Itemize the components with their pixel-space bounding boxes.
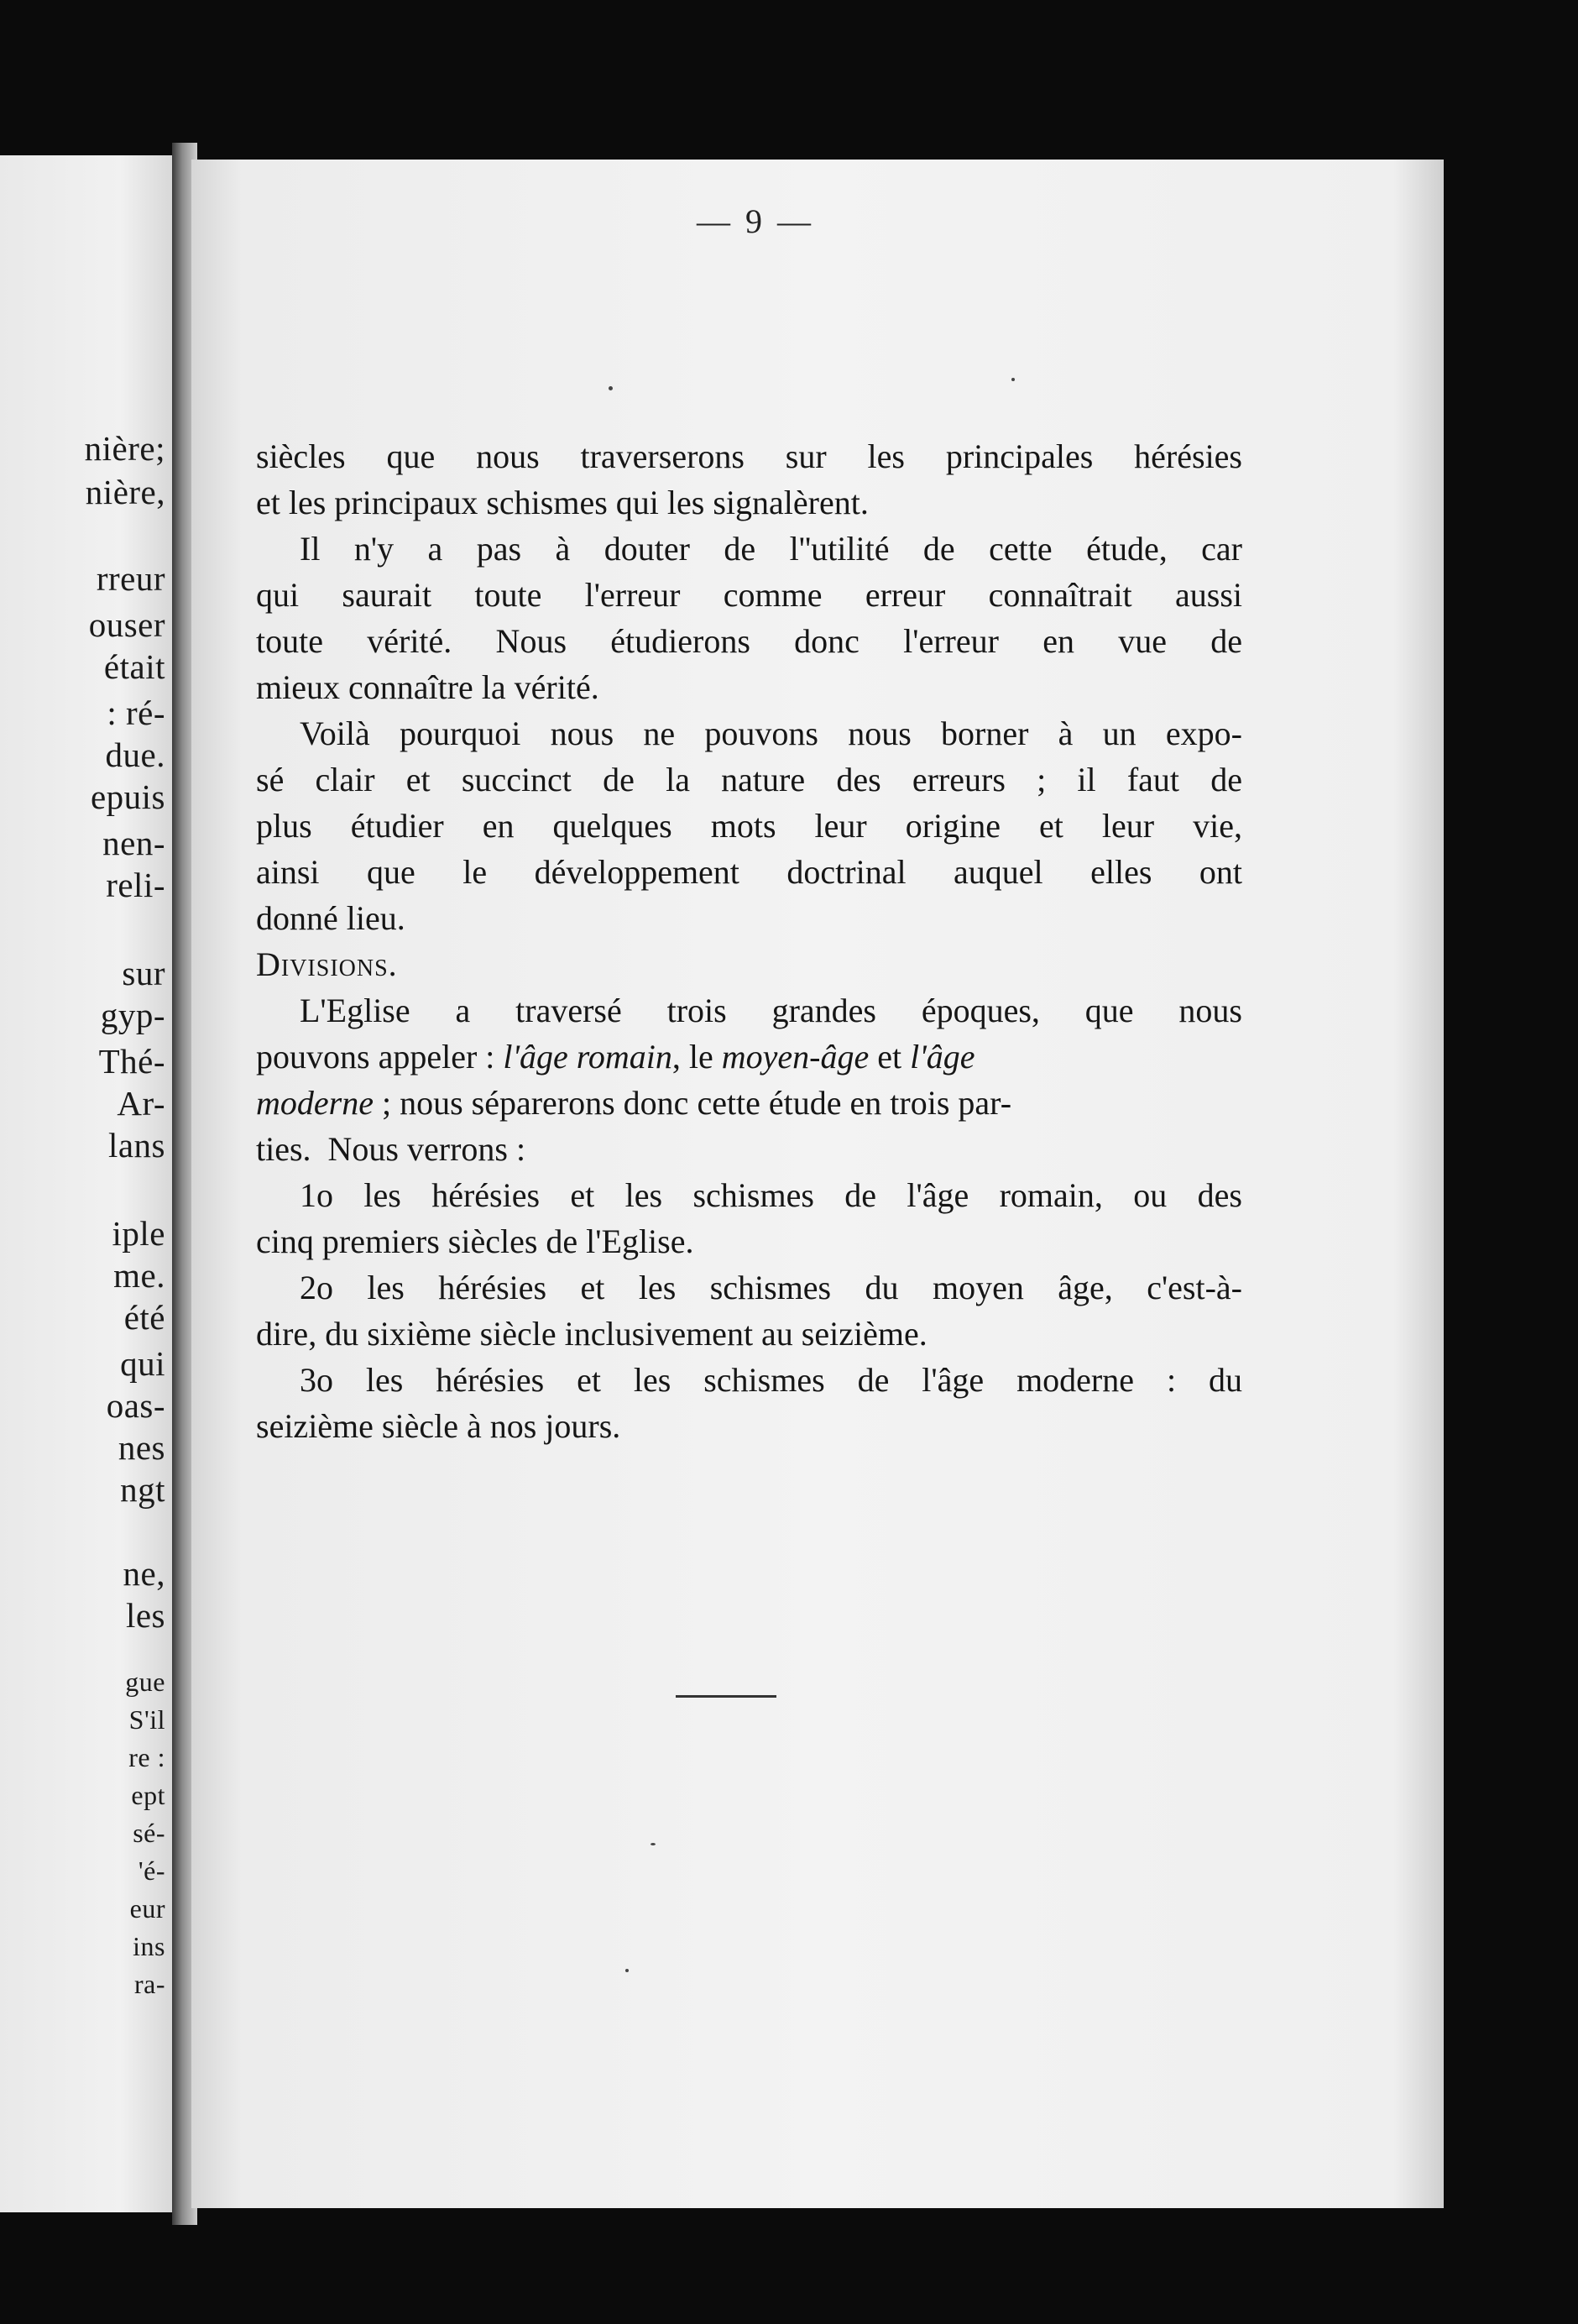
- left-page-fragment: me.: [113, 1256, 165, 1295]
- text-line-10: ainsi que le développement doctrinal auquel elles ont: [256, 853, 1242, 891]
- body-text: [256, 433, 1242, 1449]
- list-item-1-cont: cinq premiers siècles de l'Eglise.: [256, 1222, 694, 1260]
- left-page-fragment: ept: [131, 1780, 165, 1810]
- text-line-11: donné lieu.: [256, 899, 405, 937]
- list-item-3: 3o les hérésies et les schismes de l'âge moderne : du: [300, 1361, 1242, 1399]
- left-page-fragment: : ré-: [107, 694, 165, 732]
- left-page-fragment: nière;: [84, 429, 165, 468]
- text-line-14: pouvons appeler : l'âge romain , le moyen-âge et l'âge: [256, 1038, 975, 1076]
- left-page-fragment: rreur: [96, 559, 165, 598]
- left-page-fragment: 'é-: [138, 1856, 165, 1886]
- left-page-fragment: ngt: [120, 1470, 165, 1509]
- left-page-fragment: les: [125, 1596, 165, 1635]
- dust-speck: [1011, 378, 1015, 381]
- text-line-5: toute vérité. Nous étudierons donc l'erreur en vue de: [256, 622, 1242, 660]
- page-number: — 9 —: [697, 202, 814, 240]
- left-page-fragment: ra-: [133, 1969, 165, 1999]
- left-page-fragment: nen-: [102, 824, 165, 862]
- text-line-7: Voilà pourquoi nous ne pouvons nous borner à un expo-: [300, 714, 1242, 752]
- left-page-fragment: était: [103, 647, 165, 686]
- section-heading-divisions: Divisions.: [256, 945, 398, 983]
- dust-speck: [625, 1969, 629, 1972]
- end-rule: [676, 1695, 776, 1698]
- left-page-fragment: Thé-: [98, 1042, 165, 1081]
- text-line-16: ties. Nous verrons :: [256, 1130, 526, 1168]
- left-page-fragment: nière,: [85, 473, 165, 511]
- left-page-fragment: été: [123, 1298, 165, 1337]
- text-line-13: L'Eglise a traversé trois grandes époques, que nous: [300, 992, 1242, 1029]
- left-page-fragment: reli-: [106, 866, 165, 904]
- list-item-2: 2o les hérésies et les schismes du moyen âge, c'est-à-: [300, 1269, 1242, 1306]
- left-page-fragment: S'il: [128, 1704, 165, 1735]
- left-page-fragment: gue: [125, 1667, 165, 1697]
- left-page-fragment: ne,: [123, 1554, 165, 1593]
- left-facing-page: [0, 155, 172, 2212]
- list-item-2-cont: dire, du sixième siècle inclusivement au seizième.: [256, 1315, 927, 1353]
- left-page-fragment: lans: [107, 1126, 165, 1165]
- text-line-4: qui saurait toute l'erreur comme erreur connaîtrait aussi: [256, 576, 1242, 614]
- dust-speck: [609, 386, 613, 390]
- dust-speck: [651, 1843, 656, 1845]
- text-line-2: et les principaux schismes qui les signalèrent.: [256, 484, 869, 521]
- left-page-fragment: iple: [112, 1214, 165, 1253]
- left-page-fragment: epuis: [90, 777, 165, 816]
- left-page-fragment: Ar-: [117, 1084, 165, 1123]
- left-page-fragment: nes: [118, 1428, 165, 1467]
- text-line-9: plus étudier en quelques mots leur origine et leur vie,: [256, 807, 1242, 845]
- text-line-6: mieux connaître la vérité.: [256, 668, 599, 706]
- left-page-fragment: re :: [128, 1742, 165, 1772]
- list-item-3-cont: seizième siècle à nos jours.: [256, 1407, 621, 1445]
- left-page-fragment: ins: [133, 1931, 165, 1961]
- left-page-fragment: ouser: [88, 605, 165, 644]
- left-page-fragment: eur: [129, 1893, 165, 1924]
- left-page-fragment: sé-: [133, 1818, 165, 1848]
- left-page-fragment: sur: [122, 954, 165, 992]
- left-page-fragment: qui: [120, 1344, 165, 1383]
- text-line-8: sé clair et succinct de la nature des erreurs ; il faut de: [256, 761, 1242, 798]
- text-line-15: moderne ; nous séparerons donc cette étude en trois par-: [256, 1084, 1012, 1122]
- left-page-fragment: due.: [105, 735, 165, 774]
- text-line-3: Il n'y a pas à douter de l''utilité de cette étude, car: [300, 530, 1242, 568]
- list-item-1: 1o les hérésies et les schismes de l'âge romain, ou des: [300, 1176, 1242, 1214]
- left-page-fragment: gyp-: [100, 996, 165, 1034]
- text-line-1: siècles que nous traverserons sur les principales hérésies: [256, 437, 1242, 475]
- left-page-fragment: oas-: [106, 1386, 165, 1425]
